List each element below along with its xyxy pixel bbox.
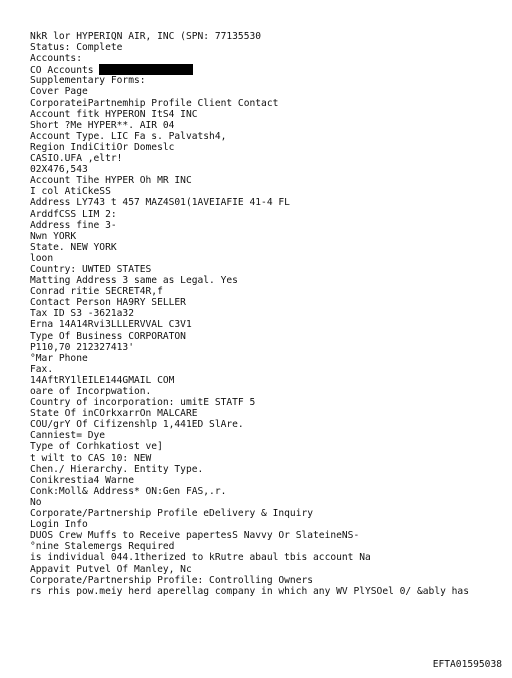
doc-line: 02X476,543 [30,164,88,176]
doc-line: Cover Page [30,86,88,98]
doc-line: Fax. [30,363,54,375]
doc-line: oare of Incorpwation. [30,386,152,397]
doc-line: NkR lor HYPERIQN AIR, INC (SPN: 77135530 [30,31,262,42]
doc-line: Country: UWTED STATES [30,263,152,275]
doc-line: Short ?Me HYPER**. AIR 04 [30,119,175,131]
co-accounts-label: CO Accounts [30,65,100,76]
doc-line: I col AtiCkeSS [30,186,111,198]
doc-line: Status: Complete [30,42,123,54]
doc-line: CorporateiPartnemhip Profile Client Contact [30,97,279,109]
doc-line: Corporate/Partnership Profile eDelivery & Inquiry [30,508,314,520]
doc-line: Tax ID S3 -3621a32 [30,308,134,320]
doc-line: Region IndiCitiOr Domeslc [30,141,175,153]
doc-line: P110,70 212327413' [30,341,134,353]
doc-line-co-accounts [30,64,500,75]
doc-line: Address fine 3- [30,219,117,231]
doc-line: Canniest= Dye [30,430,106,442]
doc-line: Account fitk HYPERON ItS4 INC [30,108,198,120]
doc-line: 14AftRY1lEILE144GMAIL COM [30,374,175,386]
doc-line: t wilt to CAS 10: NEW [30,452,152,464]
doc-line: rs rhis pow.meiy herd aperellag company in which any WV PlYSOel 0/ &ably has [30,585,469,597]
doc-line: State Of inCOrkxarrOn MALCARE [30,408,198,420]
doc-line: Appavit Putvel Of Manley, Nc [30,563,192,575]
doc-line: Nwn YORK [30,230,77,242]
doc-line: loon [30,252,54,264]
doc-line: CASIO.UFA ,eltr! [30,153,123,165]
doc-line: Login Info [30,519,88,531]
doc-line: DUOS Crew Muffs to Receive papertesS Navvy Or SlateineNS- [30,530,360,542]
doc-line: State. NEW YORK [30,241,117,253]
doc-line: Supplementary Forms: [30,75,146,87]
doc-line: Account Type. LIC Fa s. Palvatsh4, [30,130,227,142]
document-id-footer: EFTA01595038 [432,659,502,670]
document-body [30,31,500,597]
doc-line: Conrad ritie SECRET4R,f [30,286,163,298]
doc-line: Corporate/Partnership Profile: Controlling Owners [30,574,314,586]
doc-line: Matting Address 3 same as Legal. Yes [30,275,238,287]
doc-line: Chen./ Hierarchy. Entity Type. [30,463,204,475]
doc-line: Country of incorporation: umitE STATF 5 [30,397,256,409]
doc-line: Accounts: [30,53,82,65]
doc-line: °Mar Phone [30,352,88,364]
doc-line: ArddfCSS LIM 2: [30,208,117,220]
redaction-block [99,64,193,75]
doc-line: Erna 14A14Rvi3LLLERVVAL C3V1 [30,319,192,331]
doc-line: Type of Corhkatiost ve] [30,441,163,453]
doc-line: °nine Stalemergs Required [30,541,175,553]
doc-line: No [30,496,42,508]
doc-line: Contact Person HA9RY SELLER [30,297,186,309]
doc-line: COU/grY Of Cifizenshlp 1,441ED SlAre. [30,419,244,431]
doc-line: is individual 044.1therized to kRutre abaul tbis account Na [30,552,371,564]
doc-line: Conikrestia4 Warne [30,474,134,486]
doc-line: Address LY743 t 457 MAZ4S01(1AVEIAFIE 41-4 FL [30,197,290,209]
doc-line: Conk:Moll& Address* ON:Gen FAS,.r. [30,485,227,497]
doc-line: Account Tihe HYPER Oh MR INC [30,175,192,187]
doc-line: Type Of Business CORPORATON [30,330,186,342]
